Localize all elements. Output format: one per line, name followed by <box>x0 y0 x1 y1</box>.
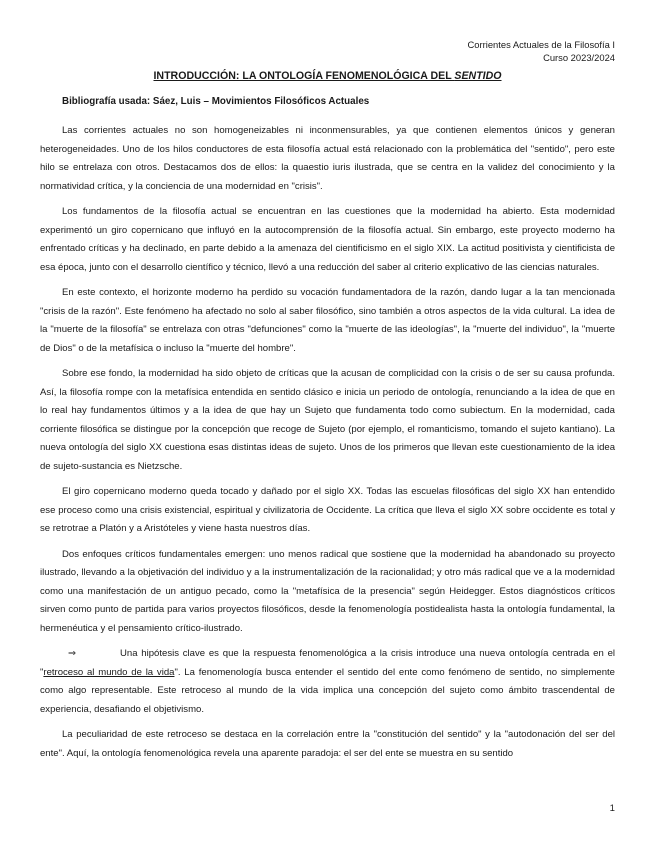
course-title: Corrientes Actuales de la Filosofía I <box>467 39 615 50</box>
paragraph: Dos enfoques críticos fundamentales emergen: uno menos radical que sostiene que la modernidad ha abandonado su proyecto ilustrado, llevando a la objetivación del individuo y a la instrumentalización de la racionalidad; y otro más radical que ve a la modernidad como una manifestación de un antiguo pecado, como la "metafísica de la presencia" según Heidegger. Estos diagnósticos críticos sirven como punto de partida para varios proyectos filosóficos, desde la fenomenología postidealista hasta la ontología fundamental, la hermenéutica y el pensamiento crítico-ilustrado. <box>40 548 615 634</box>
arrow-paragraph-before: Una hipótesis clave es que la respuesta fenomenológica a la crisis introduce una nueva ontología centrada en el " <box>40 648 615 678</box>
paragraph-last: La peculiaridad de este retroceso se destaca en la correlación entre la "constitución del sentido" y la "autodonación del ser del ente". Aquí, la ontología fenomenológica revela una aparente paradoja: el ser del ente se muestra en su sentido <box>40 729 615 759</box>
page-header <box>468 38 615 64</box>
bibliography-label: Bibliografía usada: <box>62 96 151 107</box>
course-year: Curso 2023/2024 <box>543 52 615 63</box>
arrow-paragraph-after: ". La fenomenología busca entender el sentido del ente como fenómeno de sentido, no simplemente como algo representable. Este retroceso al mundo de la vida implica una concepción del sujeto como ámbito trascendental de experiencia, desafiando el objetivismo. <box>40 666 615 715</box>
paragraph: Los fundamentos de la filosofía actual se encuentran en las cuestiones que la modernidad ha abierto. Esta modernidad experimentó un giro copernicano que influyó en la autocomprensión de la filosofía actual. Sin embargo, este proyecto moderno ha enfrentado críticas y ha declinado, en parte debido a la amenaza del cientificismo en el siglo XIX. La actitud positivista y cientificista de esa época, junto con el desarrollo científico y técnico, llevó a una reducción del saber al criterio explicativo de las ciencias naturales. <box>40 206 615 273</box>
title-main: INTRODUCCIÓN: LA ONTOLOGÍA FENOMENOLÓGICA DEL <box>153 70 455 82</box>
paragraph: En este contexto, el horizonte moderno ha perdido su vocación fundamentadora de la razón, dando lugar a la tan mencionada "crisis de la razón". Este fenómeno ha afectado no solo al saber filosófico, sino también a otros aspectos de la vida cultural. La idea de la "muerte de la filosofía" se entrelaza con otras "defunciones" como la "muerte de las ideologías", la "muerte del individuo", la "muerte de Dios" o de la metafísica o incluso la "muerte del hombre". <box>40 287 615 354</box>
bibliography-text: Sáez, Luis – Movimientos Filosóficos Actuales <box>150 96 370 107</box>
title-italic: SENTIDO <box>454 70 502 82</box>
document-body <box>40 122 615 770</box>
paragraph: El giro copernicano moderno queda tocado y dañado por el siglo XX. Todas las escuelas filosóficas del siglo XX han entendido ese proceso como una crisis existencial, espiritual y civilizatoria de Occidente. La crítica que lleva el siglo XX sobre occidente es total y se retrotrae a Platón y a Aristóteles y viene hasta nuestros días. <box>40 486 615 534</box>
paragraph: Las corrientes actuales no son homogeneizables ni inconmensurables, ya que contienen elementos únicos y generan heterogeneidades. Uno de los hilos conductores de esta filosofía actual está relacionado con la problemática del "sentido", pero este hilo se entrelaza con otros. Destacamos dos de ellos: la quaestio iuris ilustrada, que se centra en la validez del conocimiento y la normatividad crítica, y la conciencia de una modernidad en "crisis". <box>40 125 615 192</box>
page-number: 1 <box>609 803 615 814</box>
arrow-icon: ⇒ <box>68 648 76 659</box>
document-title <box>0 70 655 82</box>
arrow-paragraph <box>40 645 615 719</box>
underlined-phrase: retroceso al mundo de la vida <box>43 666 175 678</box>
paragraph: Sobre ese fondo, la modernidad ha sido objeto de críticas que la acusan de complicidad con la crisis o de ser su causa profunda. Así, la filosofía rompe con la metafísica entendida en sentido clásico e inicia un periodo de ontología, renunciando a la idea de que en lo real hay fundamentos últimos y a la idea de que hay un Sujeto que fundamenta todo como subiectum. En la modernidad, cada corriente filosófica se distingue por la concepción que recoge de Sujeto (por ejemplo, el romanticismo, tomando el sujeto kantiano). La nueva ontología del siglo XX cuestiona esas distintas ideas de sujeto. Unos de los primeros que llevan este cuestionamiento de la idea de sujeto-sustancia es Nietzsche. <box>40 368 615 472</box>
bibliography-line <box>62 96 369 107</box>
